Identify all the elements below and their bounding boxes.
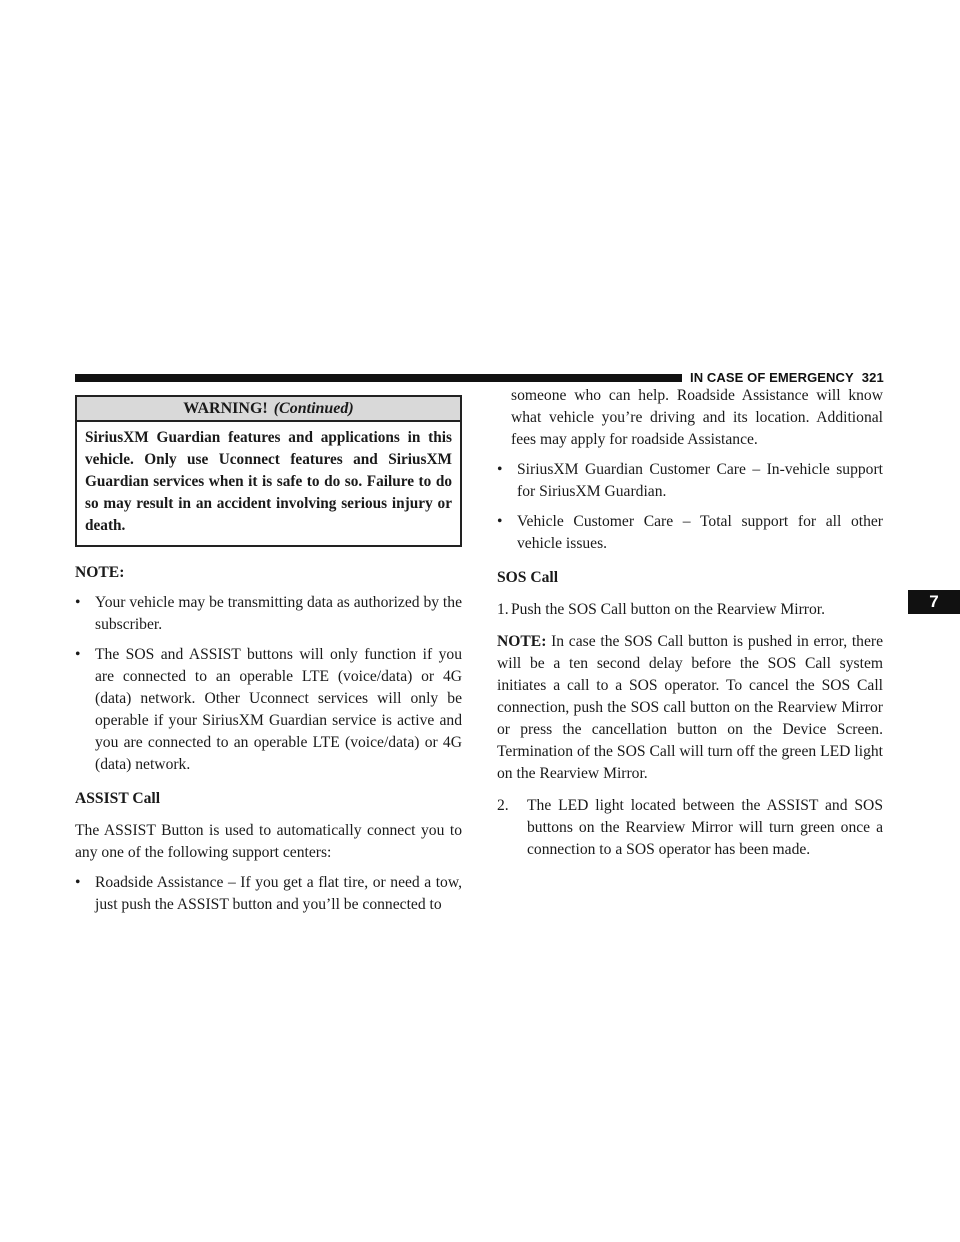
warning-box bbox=[75, 395, 462, 547]
list-item-text: Roadside Assistance – If you get a flat tire, or need a tow, just push the ASSIST button and you’ll be connected to bbox=[95, 874, 462, 913]
bullet-icon: • bbox=[497, 513, 503, 530]
section-title: IN CASE OF EMERGENCY bbox=[690, 370, 854, 385]
list-item-text: SiriusXM Guardian Customer Care – In-vehicle support for SiriusXM Guardian. bbox=[517, 461, 883, 500]
bullet-icon: • bbox=[497, 461, 503, 478]
note-label: NOTE: bbox=[497, 633, 547, 650]
bullet-icon: • bbox=[75, 646, 81, 663]
warning-label: WARNING! bbox=[183, 400, 268, 417]
list-item bbox=[75, 644, 462, 776]
sos-note bbox=[497, 631, 883, 785]
list-item-text: The SOS and ASSIST buttons will only function if you are connected to an operable LTE (voice/data) or 4G (data) network. Other Uconnect services will only be operable if your SiriusXM Guardian service is active and you are connected to an operable LTE (voice/data) or 4G (data) network. bbox=[95, 646, 462, 773]
chapter-tab[interactable]: 7 bbox=[908, 590, 960, 614]
list-item bbox=[75, 592, 462, 636]
page-number: 321 bbox=[861, 370, 884, 385]
list-item-text: Vehicle Customer Care – Total support for all other vehicle issues. bbox=[517, 513, 883, 552]
step-number: 2. bbox=[497, 797, 509, 814]
bullet-icon: • bbox=[75, 594, 81, 611]
step-1 bbox=[497, 599, 883, 621]
step-2 bbox=[497, 795, 883, 861]
list-item bbox=[497, 459, 883, 503]
warning-header bbox=[77, 397, 460, 422]
assist-call-heading: ASSIST Call bbox=[75, 790, 161, 807]
left-column bbox=[75, 395, 462, 916]
list-item bbox=[497, 511, 883, 555]
note-label: NOTE: bbox=[75, 564, 125, 581]
continued-paragraph: someone who can help. Roadside Assistance will know what vehicle you’re driving and its location. Additional fees may apply for roadside Assistance. bbox=[511, 387, 883, 448]
list-item bbox=[75, 872, 462, 916]
running-header bbox=[690, 370, 884, 385]
step-text: Push the SOS Call button on the Rearview Mirror. bbox=[511, 601, 826, 618]
assist-call-paragraph: The ASSIST Button is used to automatically connect you to any one of the following support centers: bbox=[75, 822, 462, 861]
step-number: 1. bbox=[497, 601, 509, 618]
note-text: In case the SOS Call button is pushed in error, there will be a ten second delay before the SOS Call system initiates a call to a SOS operator. To cancel the SOS Call connection, push the SOS call button on the Rearview Mirror or press the cancellation button on the Device Screen. Termination of the SOS Call will turn off the green LED light on the Rearview Mirror. bbox=[497, 633, 883, 782]
list-item-text: Your vehicle may be transmitting data as authorized by the subscriber. bbox=[95, 594, 462, 633]
sos-call-heading: SOS Call bbox=[497, 569, 559, 586]
right-column bbox=[497, 385, 883, 861]
warning-text: SiriusXM Guardian features and applications in this vehicle. Only use Uconnect features and SiriusXM Guardian services when it is safe to do so. Failure to do so may result in an accident involving serious injury or death. bbox=[85, 429, 452, 534]
bullet-icon: • bbox=[75, 874, 81, 891]
warning-continued: (Continued) bbox=[273, 400, 354, 417]
header-rule bbox=[75, 374, 682, 382]
step-text: The LED light located between the ASSIST and SOS buttons on the Rearview Mirror will turn green once a connection to a SOS operator has been made. bbox=[527, 797, 883, 858]
